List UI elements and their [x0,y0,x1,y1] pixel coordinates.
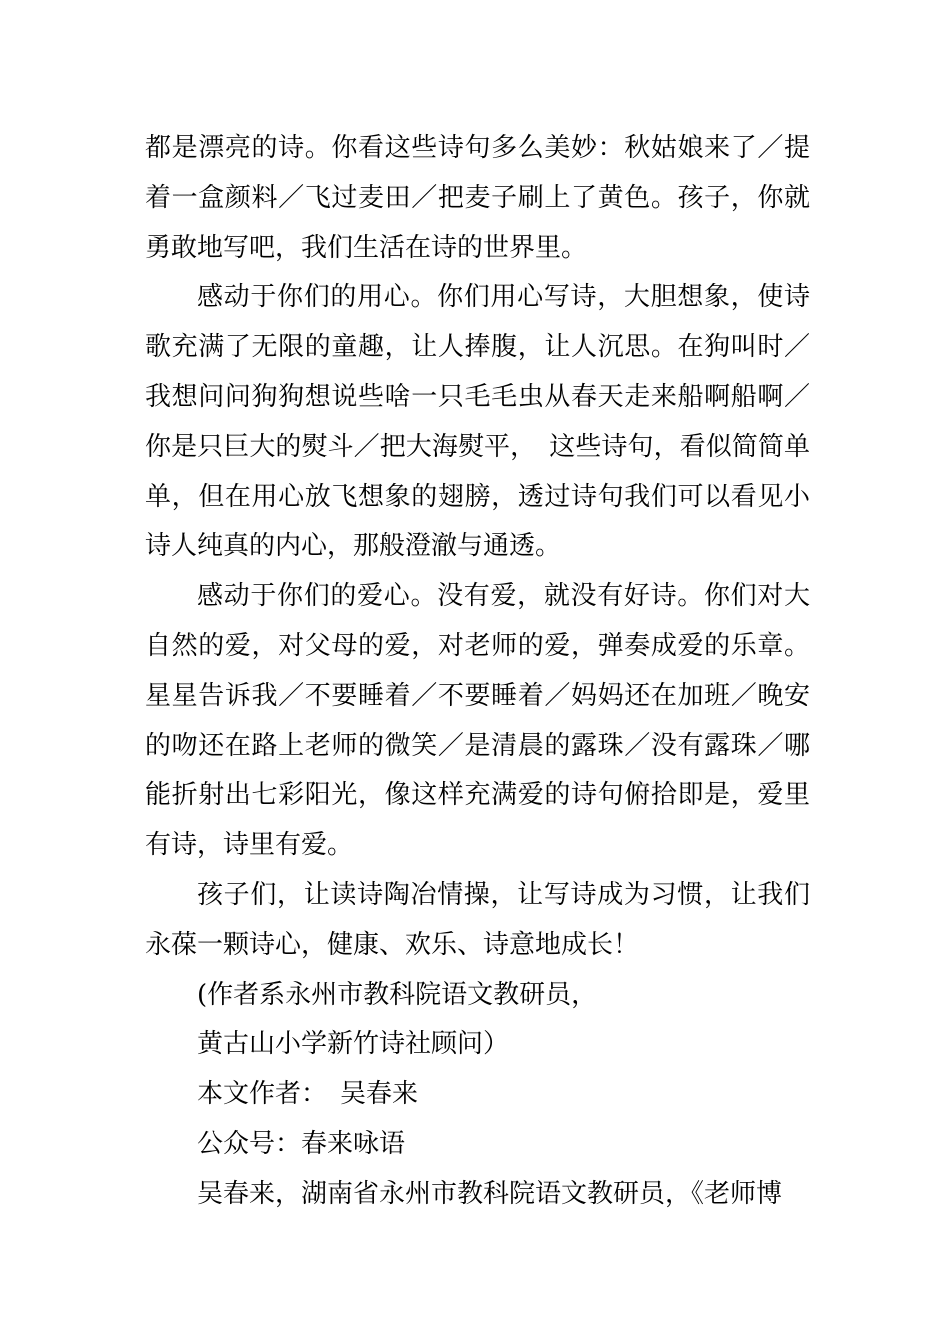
author-note-line-2: 黄古山小学新竹诗社顾问） [197,1029,510,1060]
paragraph-love: 感动于你们的爱心。没有爱，就没有好诗。你们对大自然的爱，对父母的爱，对老师的爱，弹奏成爱的乐章。星星告诉我／不要睡着／不要睡着／妈妈还在加班／晚安的吻还在路上老师的微笑／是清晨的露珠／没有露珠／哪能折射出七彩阳光，像这样充满爱的诗句俯拾即是，爱里有诗，诗里有爱。 [145,581,810,861]
author-line: 本文作者： 吴春来 [197,1079,419,1110]
bio-line: 吴春来，湖南省永州市教科院语文教研员，《老师博 [197,1178,783,1209]
article-body [145,124,810,1220]
author-note-line-1: (作者系永州市教科院语文教研员， [197,979,598,1010]
paragraph-care: 感动于你们的用心。你们用心写诗，大胆想象，使诗歌充满了无限的童趣，让人捧腹，让人沉思。在狗叫时／我想问问狗狗想说些啥一只毛毛虫从春天走来船啊船啊／你是只巨大的熨斗／把大海熨平， 这些诗句，看似简简单单，但在用心放飞想象的翅膀，透过诗句我们可以看见小诗人纯真的内心，那般澄澈与通透。 [145,282,810,562]
paragraph-encouragement: 孩子们，让读诗陶冶情操，让写诗成为习惯，让我们永葆一颗诗心，健康、欢乐、诗意地成长！ [145,879,810,960]
account-line: 公众号：春来咏语 [197,1128,406,1159]
paragraph-poetry-world: 都是漂亮的诗。你看这些诗句多么美妙：秋姑娘来了／提着一盒颜料／飞过麦田／把麦子刷上了黄色。孩子，你就勇敢地写吧，我们生活在诗的世界里。 [145,133,810,263]
